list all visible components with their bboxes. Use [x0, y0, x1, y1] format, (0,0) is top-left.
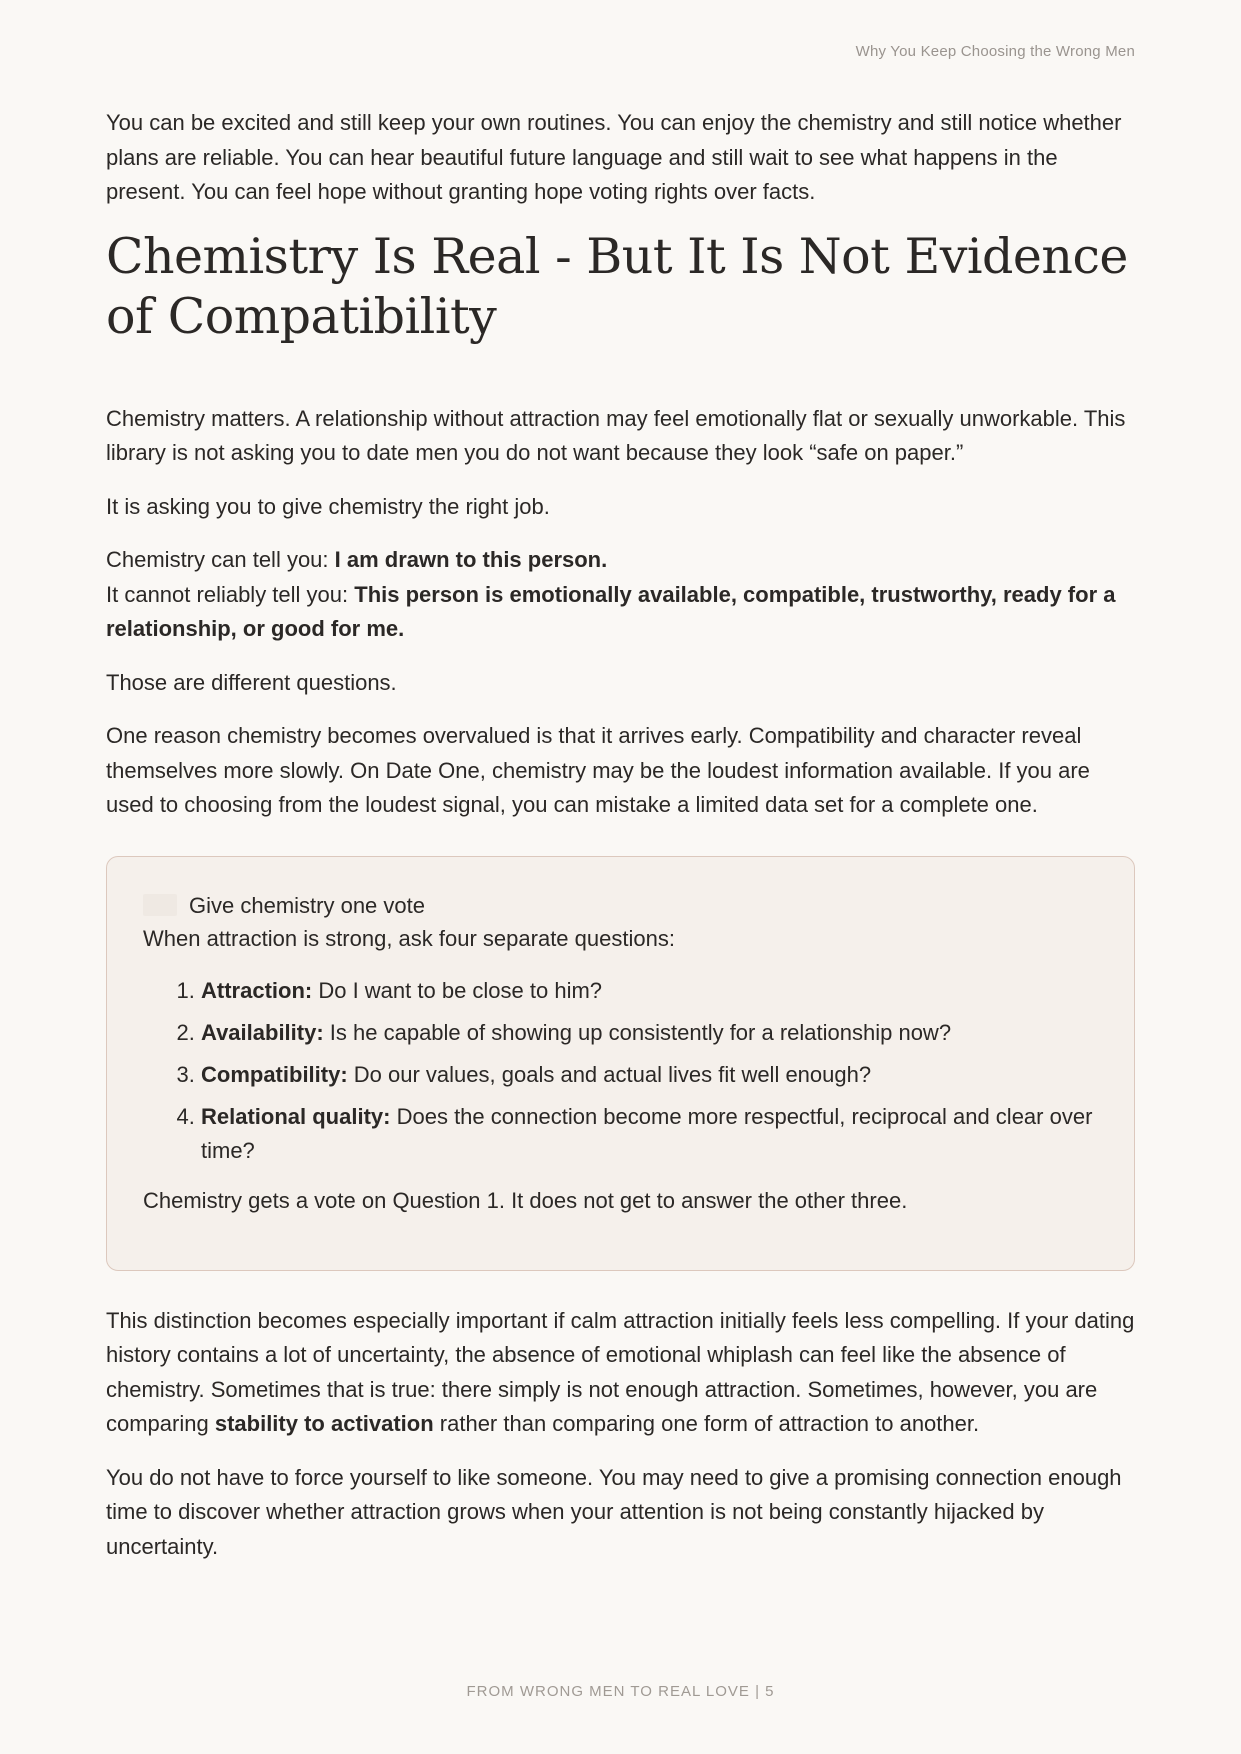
callout-marker-icon	[143, 894, 177, 916]
paragraph-can-cannot	[106, 543, 1135, 647]
distinction-bold: stability to activation	[214, 1411, 434, 1436]
question-label: Attraction:	[201, 977, 313, 1003]
question-label: Relational quality:	[201, 1103, 391, 1129]
distinction-text-b: rather than comparing one form of attraction to another.	[433, 1411, 980, 1436]
page-footer: FROM WRONG MEN TO REAL LOVE | 5	[466, 1683, 775, 1700]
distinction-text-a: This distinction becomes especially important if calm attraction initially feels less compelling. If your dating history contains a lot of uncertainty, the absence of emotional whiplash can feel like the absence of chemistry. Sometimes that is true: there simply is not enough attraction. Sometimes, however, you are comparing	[106, 1307, 1135, 1436]
question-label: Compatibility:	[201, 1061, 348, 1087]
question-text: Is he capable of showing up consistently for a relationship now?	[323, 1019, 952, 1045]
callout-title-text: Give chemistry one vote	[189, 892, 425, 918]
paragraph-force-yourself: You do not have to force yourself to like someone. You may need to give a promising connection enough time to discover whether attraction grows when your attention is not being constantly hijacked by uncertainty.	[106, 1464, 1122, 1559]
list-item	[201, 1058, 1098, 1092]
question-text: Do our values, goals and actual lives fit well enough?	[347, 1061, 872, 1087]
list-item	[201, 974, 1098, 1008]
paragraph-overvalued: One reason chemistry becomes overvalued is that it arrives early. Compatibility and character reveal themselves more slowly. On Date One, chemistry may be the loudest information available. If you are used to choosing from the loudest signal, you can mistake a limited data set for a complete one.	[106, 723, 1090, 817]
question-label: Availability:	[201, 1019, 324, 1045]
paragraph-right-job: It is asking you to give chemistry the right job.	[106, 493, 550, 519]
cannot-tell-bold: This person is emotionally available, compatible, trustworthy, ready for a relationship, or good for me.	[106, 581, 1116, 641]
can-tell-bold: I am drawn to this person.	[334, 547, 608, 572]
callout-intro: When attraction is strong, ask four separate questions:	[143, 925, 675, 951]
question-text: Do I want to be close to him?	[312, 977, 603, 1003]
page-content	[106, 106, 1135, 1564]
running-header: Why You Keep Choosing the Wrong Men	[855, 43, 1135, 60]
paragraph-chemistry-matters: Chemistry matters. A relationship without attraction may feel emotionally flat or sexually unworkable. This library is not asking you to date men you do not want because they look “safe on paper.”	[106, 405, 1126, 465]
list-item	[201, 1016, 1098, 1050]
section-heading: Chemistry Is Real - But It Is Not Evidence of Compatibility	[106, 227, 1128, 345]
callout-box	[106, 856, 1135, 1271]
question-list	[143, 974, 1098, 1168]
callout-closing: Chemistry gets a vote on Question 1. It does not get to answer the other three.	[143, 1187, 908, 1213]
list-item	[201, 1100, 1098, 1168]
intro-paragraph: You can be excited and still keep your own routines. You can enjoy the chemistry and still notice whether plans are reliable. You can hear beautiful future language and still wait to see what happens in the present. You can feel hope without granting hope voting rights over facts.	[106, 110, 1122, 204]
question-text: Does the connection become more respectful, reciprocal and clear over time?	[201, 1103, 1093, 1163]
can-tell-lead: Chemistry can tell you:	[106, 547, 335, 572]
cannot-tell-lead: It cannot reliably tell you:	[106, 581, 355, 607]
paragraph-different-questions: Those are different questions.	[106, 669, 397, 695]
paragraph-distinction	[106, 1304, 1135, 1442]
callout-title	[143, 889, 1098, 922]
